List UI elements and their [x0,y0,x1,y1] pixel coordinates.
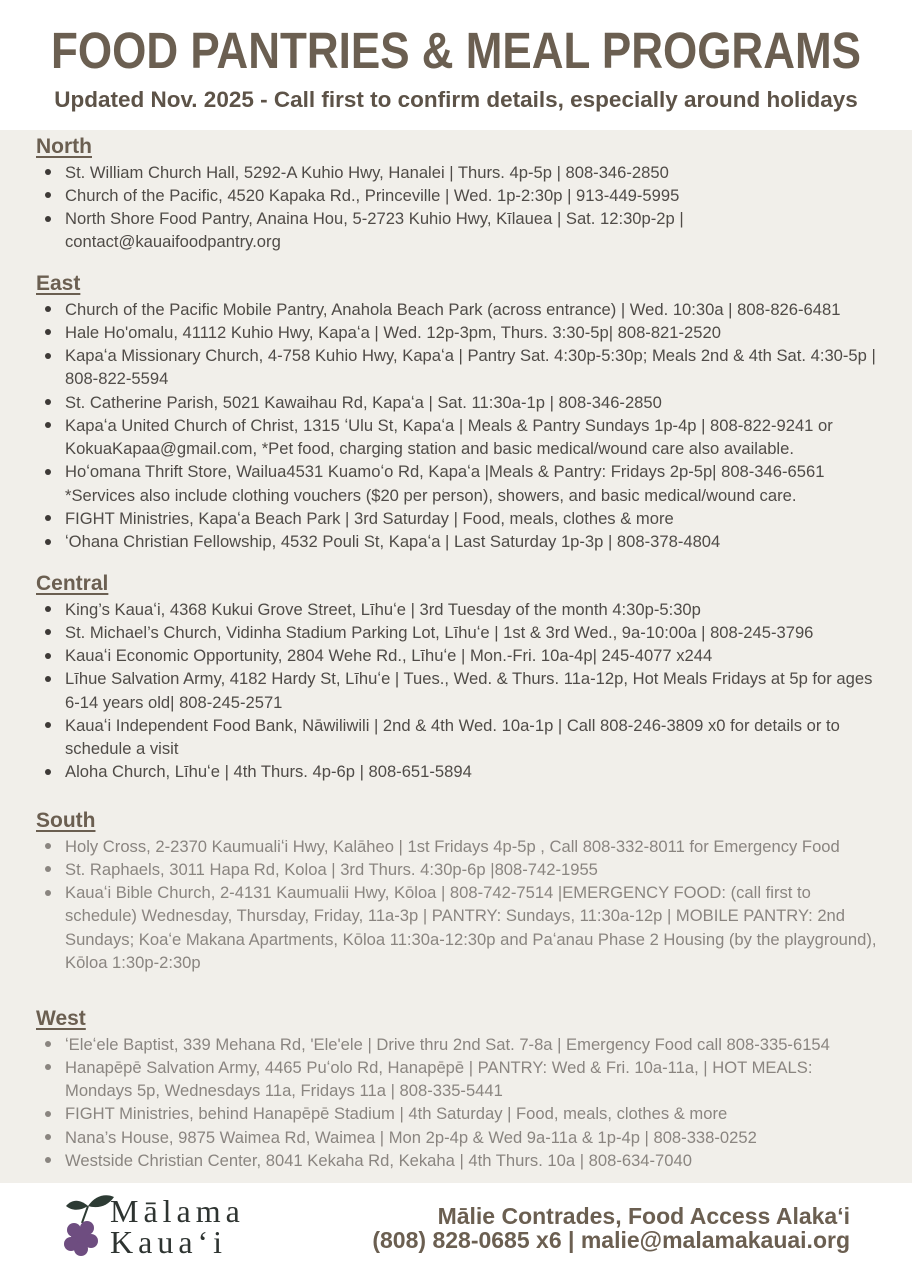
contact-details: (808) 828-0685 x6 | malie@malamakauai.org [372,1227,850,1253]
logo-leaves [66,1195,114,1223]
logo-text-malama: Mālama [110,1193,245,1229]
listing-item: St. William Church Hall, 5292-A Kuhio Hwy, Hanalei | Thurs. 4p-5p | 808-346-2850 [36,161,878,184]
listing-item: Hanapēpē Salvation Army, 4465 Puʻolo Rd, Hanapēpē | PANTRY: Wed & Fri. 10a-11a, | HOT MEALS: Mondays 5p, Wednesdays 11a, Fridays 11a | 808-335-5441 [36,1056,878,1103]
listing-item: King’s Kauaʻi, 4368 Kukui Grove Street, Līhuʻe | 3rd Tuesday of the month 4:30p-5:30p [36,598,878,621]
logo-text-kauai: Kauaʻi [110,1224,228,1260]
section-south [36,809,878,974]
footer [0,1183,912,1280]
listing-item: ʻEleʻele Baptist, 339 Mehana Rd, 'Ele'ele | Drive thru 2nd Sat. 7-8a | Emergency Food call 808-335-6154 [36,1033,878,1056]
section-heading-north: North [36,135,92,158]
contact-name: Mālie Contrades, Food Access Alakaʻi [437,1203,850,1229]
listing-item: FIGHT Ministries, Kapaʻa Beach Park | 3rd Saturday | Food, meals, clothes & more [36,507,878,530]
page-subtitle: Updated Nov. 2025 - Call first to confirm details, especially around holidays [54,87,858,112]
listing-list-south [36,835,878,975]
section-west [36,1007,878,1172]
section-central [36,572,878,784]
listing-item: St. Raphaels, 3011 Hapa Rd, Koloa | 3rd Thurs. 4:30p-6p |808-742-1955 [36,858,878,881]
listing-item: ʻOhana Christian Fellowship, 4532 Pouli St, Kapaʻa | Last Saturday 1p-3p | 808-378-4804 [36,530,878,553]
section-heading-east: East [36,272,81,295]
listings-area [0,130,912,1183]
listing-list-central [36,598,878,784]
listing-item: North Shore Food Pantry, Anaina Hou, 5-2723 Kuhio Hwy, Kīlauea | Sat. 12:30p-2p | contact@kauaifoodpantry.org [36,207,878,254]
listing-item: Nana’s House, 9875 Waimea Rd, Waimea | Mon 2p-4p & Wed 9a-11a & 1p-4p | 808-338-0252 [36,1126,878,1149]
listing-item: Westside Christian Center, 8041 Kekaha Rd, Kekaha | 4th Thurs. 10a | 808-634-7040 [36,1149,878,1172]
listing-list-west [36,1033,878,1173]
listing-item: St. Catherine Parish, 5021 Kawaihau Rd, Kapaʻa | Sat. 11:30a-1p | 808-346-2850 [36,391,878,414]
section-north [36,135,878,254]
listing-item: Kapaʻa Missionary Church, 4-758 Kuhio Hwy, Kapaʻa | Pantry Sat. 4:30p-5:30p; Meals 2nd & 4th Sat. 4:30-5p | 808-822-5594 [36,344,878,391]
section-heading-central: Central [36,572,109,595]
section-heading-west: West [36,1007,86,1030]
listing-item: Aloha Church, Līhuʻe | 4th Thurs. 4p-6p | 808-651-5894 [36,760,878,783]
contact-block [372,1204,850,1252]
logo-grapes [64,1221,98,1256]
listing-item: FIGHT Ministries, behind Hanapēpē Stadium | 4th Saturday | Food, meals, clothes & more [36,1102,878,1125]
listing-item: Kauaʻi Bible Church, 2-4131 Kaumualii Hwy, Kōloa | 808-742-7514 |EMERGENCY FOOD: (call first to schedule) Wednesday, Thursday, Friday, 11a-3p | PANTRY: Sundays, 11:30a-12p | MOBILE PANTRY: 2nd Sundays; Koaʻe Makana Apartments, Kōloa 11:30a-12:30p and Paʻanau Phase 2 Housing (by the playground), Kōloa 1:30p-2:30p [36,881,878,974]
listing-item: Church of the Pacific, 4520 Kapaka Rd., Princeville | Wed. 1p-2:30p | 913-449-5995 [36,184,878,207]
listing-item: Hale Ho'omalu, 41112 Kuhio Hwy, Kapaʻa | Wed. 12p-3pm, Thurs. 3:30-5p| 808-821-2520 [36,321,878,344]
listing-list-north [36,161,878,254]
section-east [36,272,878,553]
listing-item: Kauaʻi Independent Food Bank, Nāwiliwili | 2nd & 4th Wed. 10a-1p | Call 808-246-3809 x0 for details or to schedule a visit [36,714,878,761]
listing-list-east [36,298,878,554]
listing-item: Church of the Pacific Mobile Pantry, Anahola Beach Park (across entrance) | Wed. 10:30a | 808-826-6481 [36,298,878,321]
section-heading-south: South [36,809,96,832]
listing-item: Līhue Salvation Army, 4182 Hardy St, Līhuʻe | Tues., Wed. & Thurs. 11a-12p, Hot Meals Fridays at 5p for ages 6-14 years old| 808-245-2571 [36,667,878,714]
listing-item: Kapaʻa United Church of Christ, 1315 ʻUlu St, Kapaʻa | Meals & Pantry Sundays 1p-4p | 808-822-9241 or KokuaKapaa@gmail.com, *Pet food, charging station and basic medical/wound care also available. [36,414,878,461]
page-title: FOOD PANTRIES & MEAL PROGRAMS [51,23,861,80]
header [0,0,912,130]
listing-item: Kauaʻi Economic Opportunity, 2804 Wehe Rd., Līhuʻe | Mon.-Fri. 10a-4p| 245-4077 x244 [36,644,878,667]
listing-item: Holy Cross, 2-2370 Kaumualiʻi Hwy, Kalāheo | 1st Fridays 4p-5p , Call 808-332-8011 for Emergency Food [36,835,878,858]
listing-item: Hoʻomana Thrift Store, Wailua4531 Kuamoʻo Rd, Kapaʻa |Meals & Pantry: Fridays 2p-5p| 808-346-6561 *Services also include clothing vouchers ($20 per person), showers, and basic medical/wound care. [36,460,878,507]
listing-item: St. Michael’s Church, Vidinha Stadium Parking Lot, Līhuʻe | 1st & 3rd Wed., 9a-10:00a | 808-245-3796 [36,621,878,644]
